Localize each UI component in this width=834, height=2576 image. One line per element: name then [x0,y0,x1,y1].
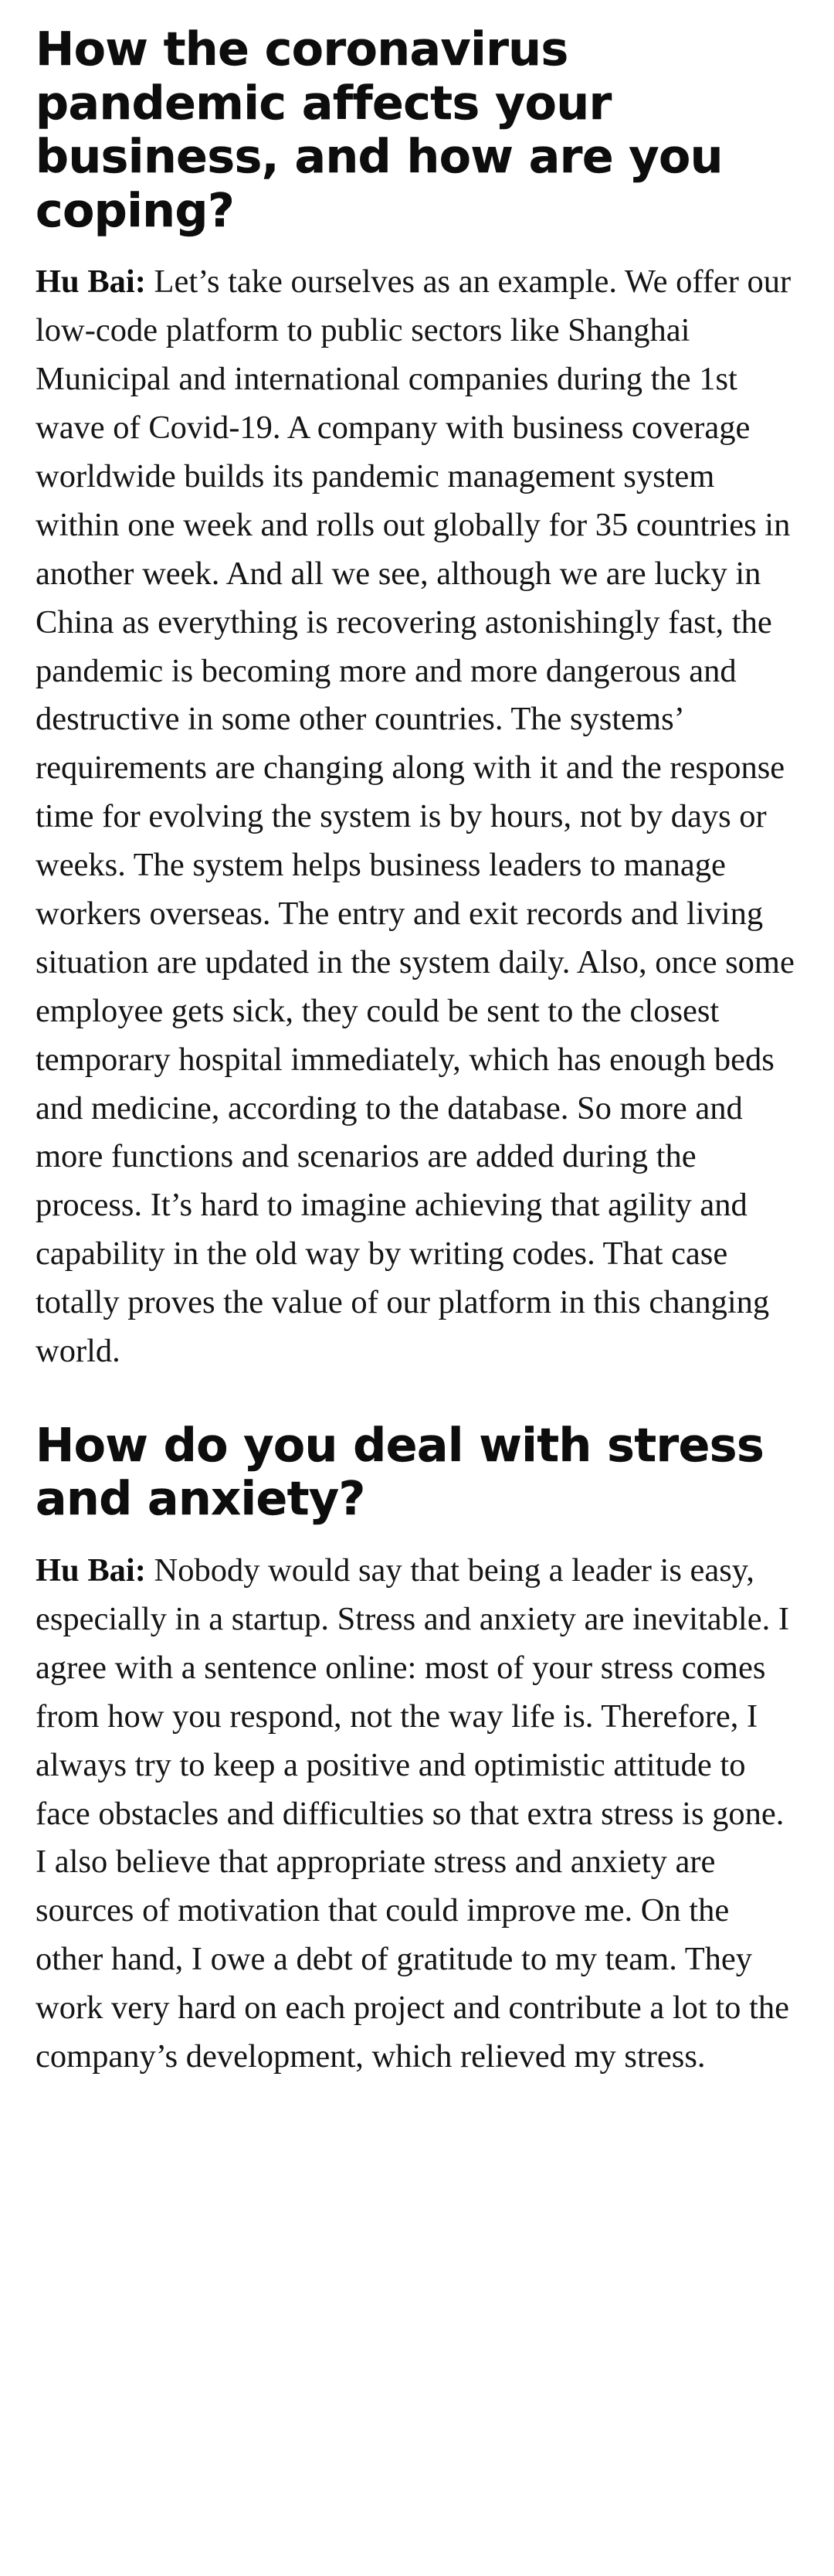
speaker-label-2: Hu Bai: [36,1552,146,1589]
section-body-text-1: Let’s take ourselves as an example. We offer our low-code platform to public sectors like Shanghai Municipal and international companies during the 1st wave of Covid-19. A company with business coverage worldwide builds its pandemic management system within one week and rolls out globally for 35 countries in another week. And all we see, although we are lucky in China as everything is recovering astonishingly fast, the pandemic is becoming more and more dangerous and destructive in some other countries. The systems’ requirements are changing along with it and the response time for evolving the system is by hours, not by days or weeks. The system helps business leaders to manage workers overseas. The entry and exit records and living situation are updated in the system daily. Also, once some employee gets sick, they could be sent to the closest temporary hospital immediately, which has enough beds and medicine, according to the database. So more and more functions and scenarios are added during the process. It’s hard to imagine achieving that agility and capability in the old way by writing codes. That case totally proves the value of our platform in this changing world. [36,263,795,1369]
article-section-1 [36,23,798,1376]
section-body-text-2: Nobody would say that being a leader is easy, especially in a startup. Stress and anxiety are inevitable. I agree with a sentence online: most of your stress comes from how you respond, not the way life is. Therefore, I always try to keep a positive and optimistic attitude to face obstacles and difficulties so that extra stress is gone. I also believe that appropriate stress and anxiety are sources of motivation that could improve me. On the other hand, I owe a debt of gratitude to my team. They work very hard on each project and contribute a lot to the company’s development, which relieved my stress. [36,1552,789,2075]
section-paragraph-1 [36,258,798,1375]
article-section-2 [36,1419,798,2082]
speaker-label-1: Hu Bai: [36,263,146,301]
section-paragraph-2 [36,1547,798,2082]
section-heading-2: How do you deal with stress and anxiety? [36,1418,764,1527]
section-heading-1: How the coronavirus pandemic affects your business, and how are you coping? [36,22,723,238]
